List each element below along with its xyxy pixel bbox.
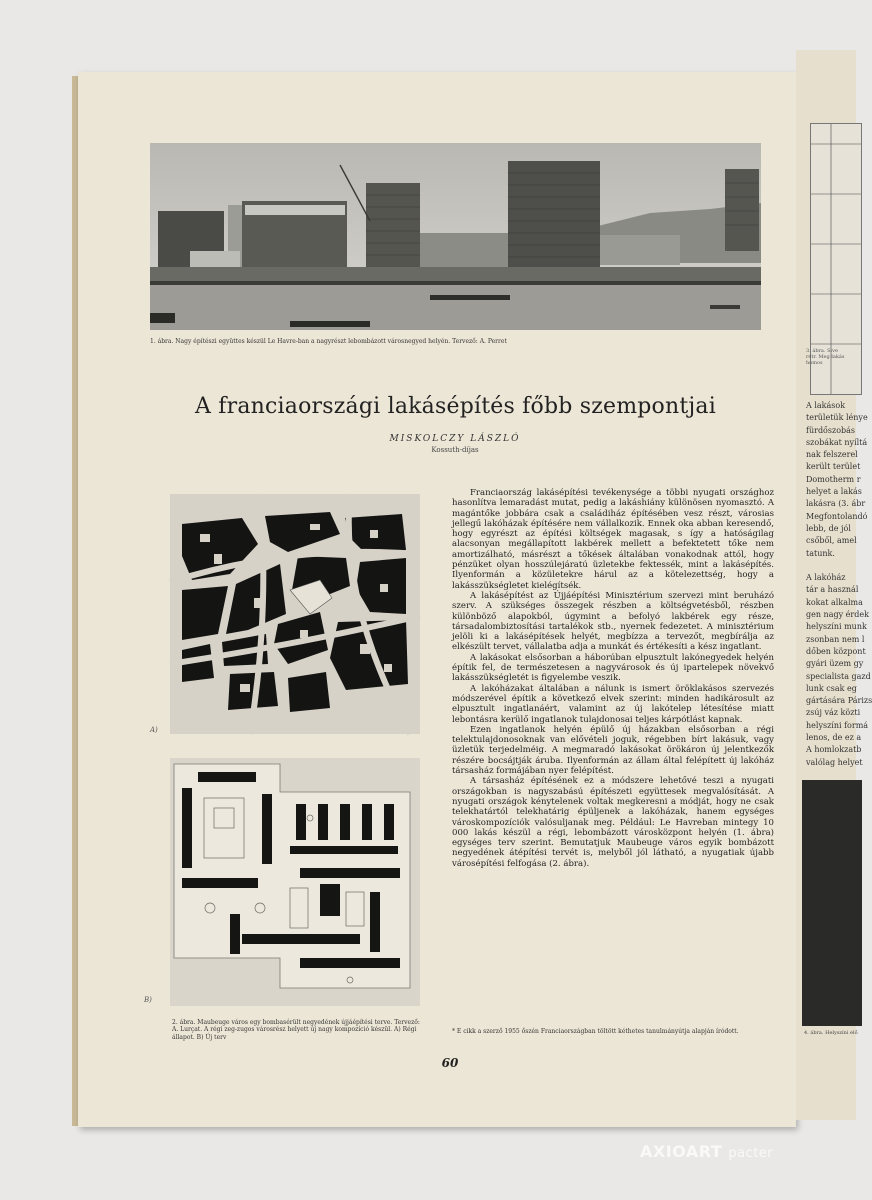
paragraph: Ezen ingatlanok helyén épülő új házakban elsősorban a régi telektulajdonosoknak van elővételi joguk, régebben bírt lakásuk, vagy üzletük terjedelméig. A megmaradó lakásokat örökáron új jelentkezők részére bocsájtják áruba. Ilyenformán az állam által felépített új lakóház társasház formájában nyer felépítést.: [452, 724, 774, 777]
next-page-line: A homlokzatb: [806, 745, 862, 755]
next-page-line: A lakóház: [806, 573, 846, 583]
le-havre-photo: [150, 143, 761, 330]
next-page-line: kokat alkalma: [806, 597, 863, 607]
page-number: 60: [441, 1056, 459, 1070]
next-page-line: lakásra (3. ábr: [806, 499, 866, 509]
next-page-line: Megfontolandó: [806, 511, 868, 521]
watermark: [640, 1142, 773, 1161]
next-page-line: helyszíni munk: [806, 622, 867, 632]
plan-old-state: [170, 494, 420, 734]
next-page-line: gen nagy érdek: [806, 610, 869, 620]
paragraph: A lakásokat elsősorban a háborúban elpusztult lakónegyedek helyén építik fel, de természetesen a nagyvárosok és új ipartelepek növekvő lakásszükségletét is figyelembe veszik.: [452, 652, 774, 684]
next-page-line: lenos, de ez a: [806, 733, 862, 743]
next-page-photo: [802, 780, 862, 1026]
next-page-line: Domotherm r: [806, 474, 861, 484]
article-title: A franciaországi lakásépítés főbb szempontjai: [195, 394, 716, 419]
next-page-line: került terület: [806, 462, 861, 472]
next-page-line: specialista gazd: [806, 671, 871, 681]
next-page-line: A lakások: [806, 401, 846, 410]
next-page-line: dőben központ: [806, 646, 866, 656]
next-page-line: fürdőszobás: [806, 425, 856, 435]
next-page-caption: 4. ábra. Helyszíni elő: [804, 1030, 858, 1036]
plan-a-label: A): [150, 726, 158, 734]
next-page-line: tár a használ: [806, 585, 859, 595]
figure-2-caption: 2. ábra. Maubeuge város egy bombasérült negyedének újjáépítési terve. Tervező: A. Lurçat. A régi zeg-zugos városrész helyett új nagy kompozíció készül. A) Régi állapot. B) Új terv: [172, 1019, 420, 1041]
paragraph: A társasház építésének ez a módszere lehetővé teszi a nyugati országokban is nagyszabású építészeti együttesek megvalósítását. A nyugati országok kénytelenek voltak megkeresni a módját, hogy ne csak telekhatártól telekhatárig épüljenek a lakóházak, hanem egységes városkompozíciók valósuljanak meg. Például: Le Havreban mintegy 10 000 lakás készül a régi, lebombázott városközpont helyén (1. ábra) egységes terv szerint. Bemutatjuk Maubeuge város egyik bombázott negyedének átépítési tervét is, melyből jól látható, a nyugatiak újabb városépítési felfogása (2. ábra).: [452, 776, 774, 869]
next-page-line: zsúj váz közti: [806, 708, 861, 718]
article-body: [452, 488, 774, 869]
next-page-line: [806, 560, 866, 572]
next-page-line: zsonban nem l: [806, 634, 865, 644]
next-page-line: területük lénye: [806, 413, 868, 423]
paragraph: A lakásépítést az Újjáépítési Minisztérium szervezi mint beruházó szerv. A szükséges összegek részben a költségvetésből, részben különböző alapokból, úgymint a befolyó lakbérek egy része, társadalombiztosítási tartalékok stb., nyernek fedezetet. A minisztérium jelöli ki a lakásépítések helyét, megbízza a tervezőt, megbírálja az elkészült tervet, vállalatba adja a munkát és értékesíti a kész ingatlant.: [452, 590, 774, 653]
watermark-logo: AXIOART: [640, 1142, 723, 1161]
next-page-edge: [796, 50, 872, 1120]
next-page-line: lebb, de jól: [806, 523, 851, 533]
paragraph: A lakóházakat általában a nálunk is ismert öröklakásos szervezés módszerével építik a következő elvek szerint: minden hadikárosult az elpusztult ingatlanáért, valamint az új lakótelep létesítése miatt lebontásra kerülő ingatlanok tulajdonosai teljes kárpótlást kapnak.: [452, 683, 774, 725]
next-page-line: valólag helyet: [806, 757, 863, 767]
next-page-line: gártására Párizs: [806, 696, 872, 706]
next-page-line: tatunk.: [806, 548, 835, 558]
next-page-line: szobákat nyíltá: [806, 437, 868, 447]
next-page-line: lunk csak eg: [806, 683, 857, 693]
author-award: Kossuth-díjas: [431, 446, 479, 454]
plan-new-layout: [170, 758, 420, 1006]
plan-b-label: B): [144, 996, 152, 1004]
next-page-line: helyszíni formá: [806, 720, 869, 730]
photo-caption: 1. ábra. Nagy építészi együttes készül Le Havre-ban a nagyrészt lebombázott városnegyed helyén. Tervező: A. Perret: [150, 338, 507, 345]
next-page-line: nak felszerel: [806, 450, 858, 460]
next-page-text: [806, 400, 872, 769]
next-page-line: csőből, amel: [806, 536, 857, 546]
next-page-line: gyári üzem gy: [806, 659, 864, 669]
paragraph: Franciaország lakásépítési tevékenysége a többi nyugati országhoz hasonlítva lemaradást mutat, pedig a lakáshiány különösen nyomasztó. A magántőke jobbára csak a családiház építésében vesz részt, városias jellegű lakóházak építésére nem vállalkozik. Ennek oka abban keresendő, hogy egyrészt az építési költségek magasak, s így a hatóságilag alacsonyan megállapított lakbérek mellett a befektetett tőke nem amortizálható, másrészt a tőkések általában vonakodnak attól, hogy pénzüket olyan hosszúlejáratú üzletekbe fektessék, mint a lakásépítés. Ilyenformán a közületekre hárul az a kötelezettség, hogy a lakásszükségletet kielégítsék.: [452, 488, 774, 591]
next-page-side-caption: 3. ábra. Sive rétr. Meg lakás homos: [806, 348, 845, 366]
next-page-line: helyet a lakás: [806, 487, 862, 497]
footnote: * E cikk a szerző 1955 őszén Franciaországban töltött kéthetes tanulmányútja alapján íródott.: [452, 1028, 739, 1035]
article-author: MISKOLCZY LÁSZLÓ: [389, 434, 521, 444]
watermark-sub: pacter: [728, 1146, 774, 1161]
